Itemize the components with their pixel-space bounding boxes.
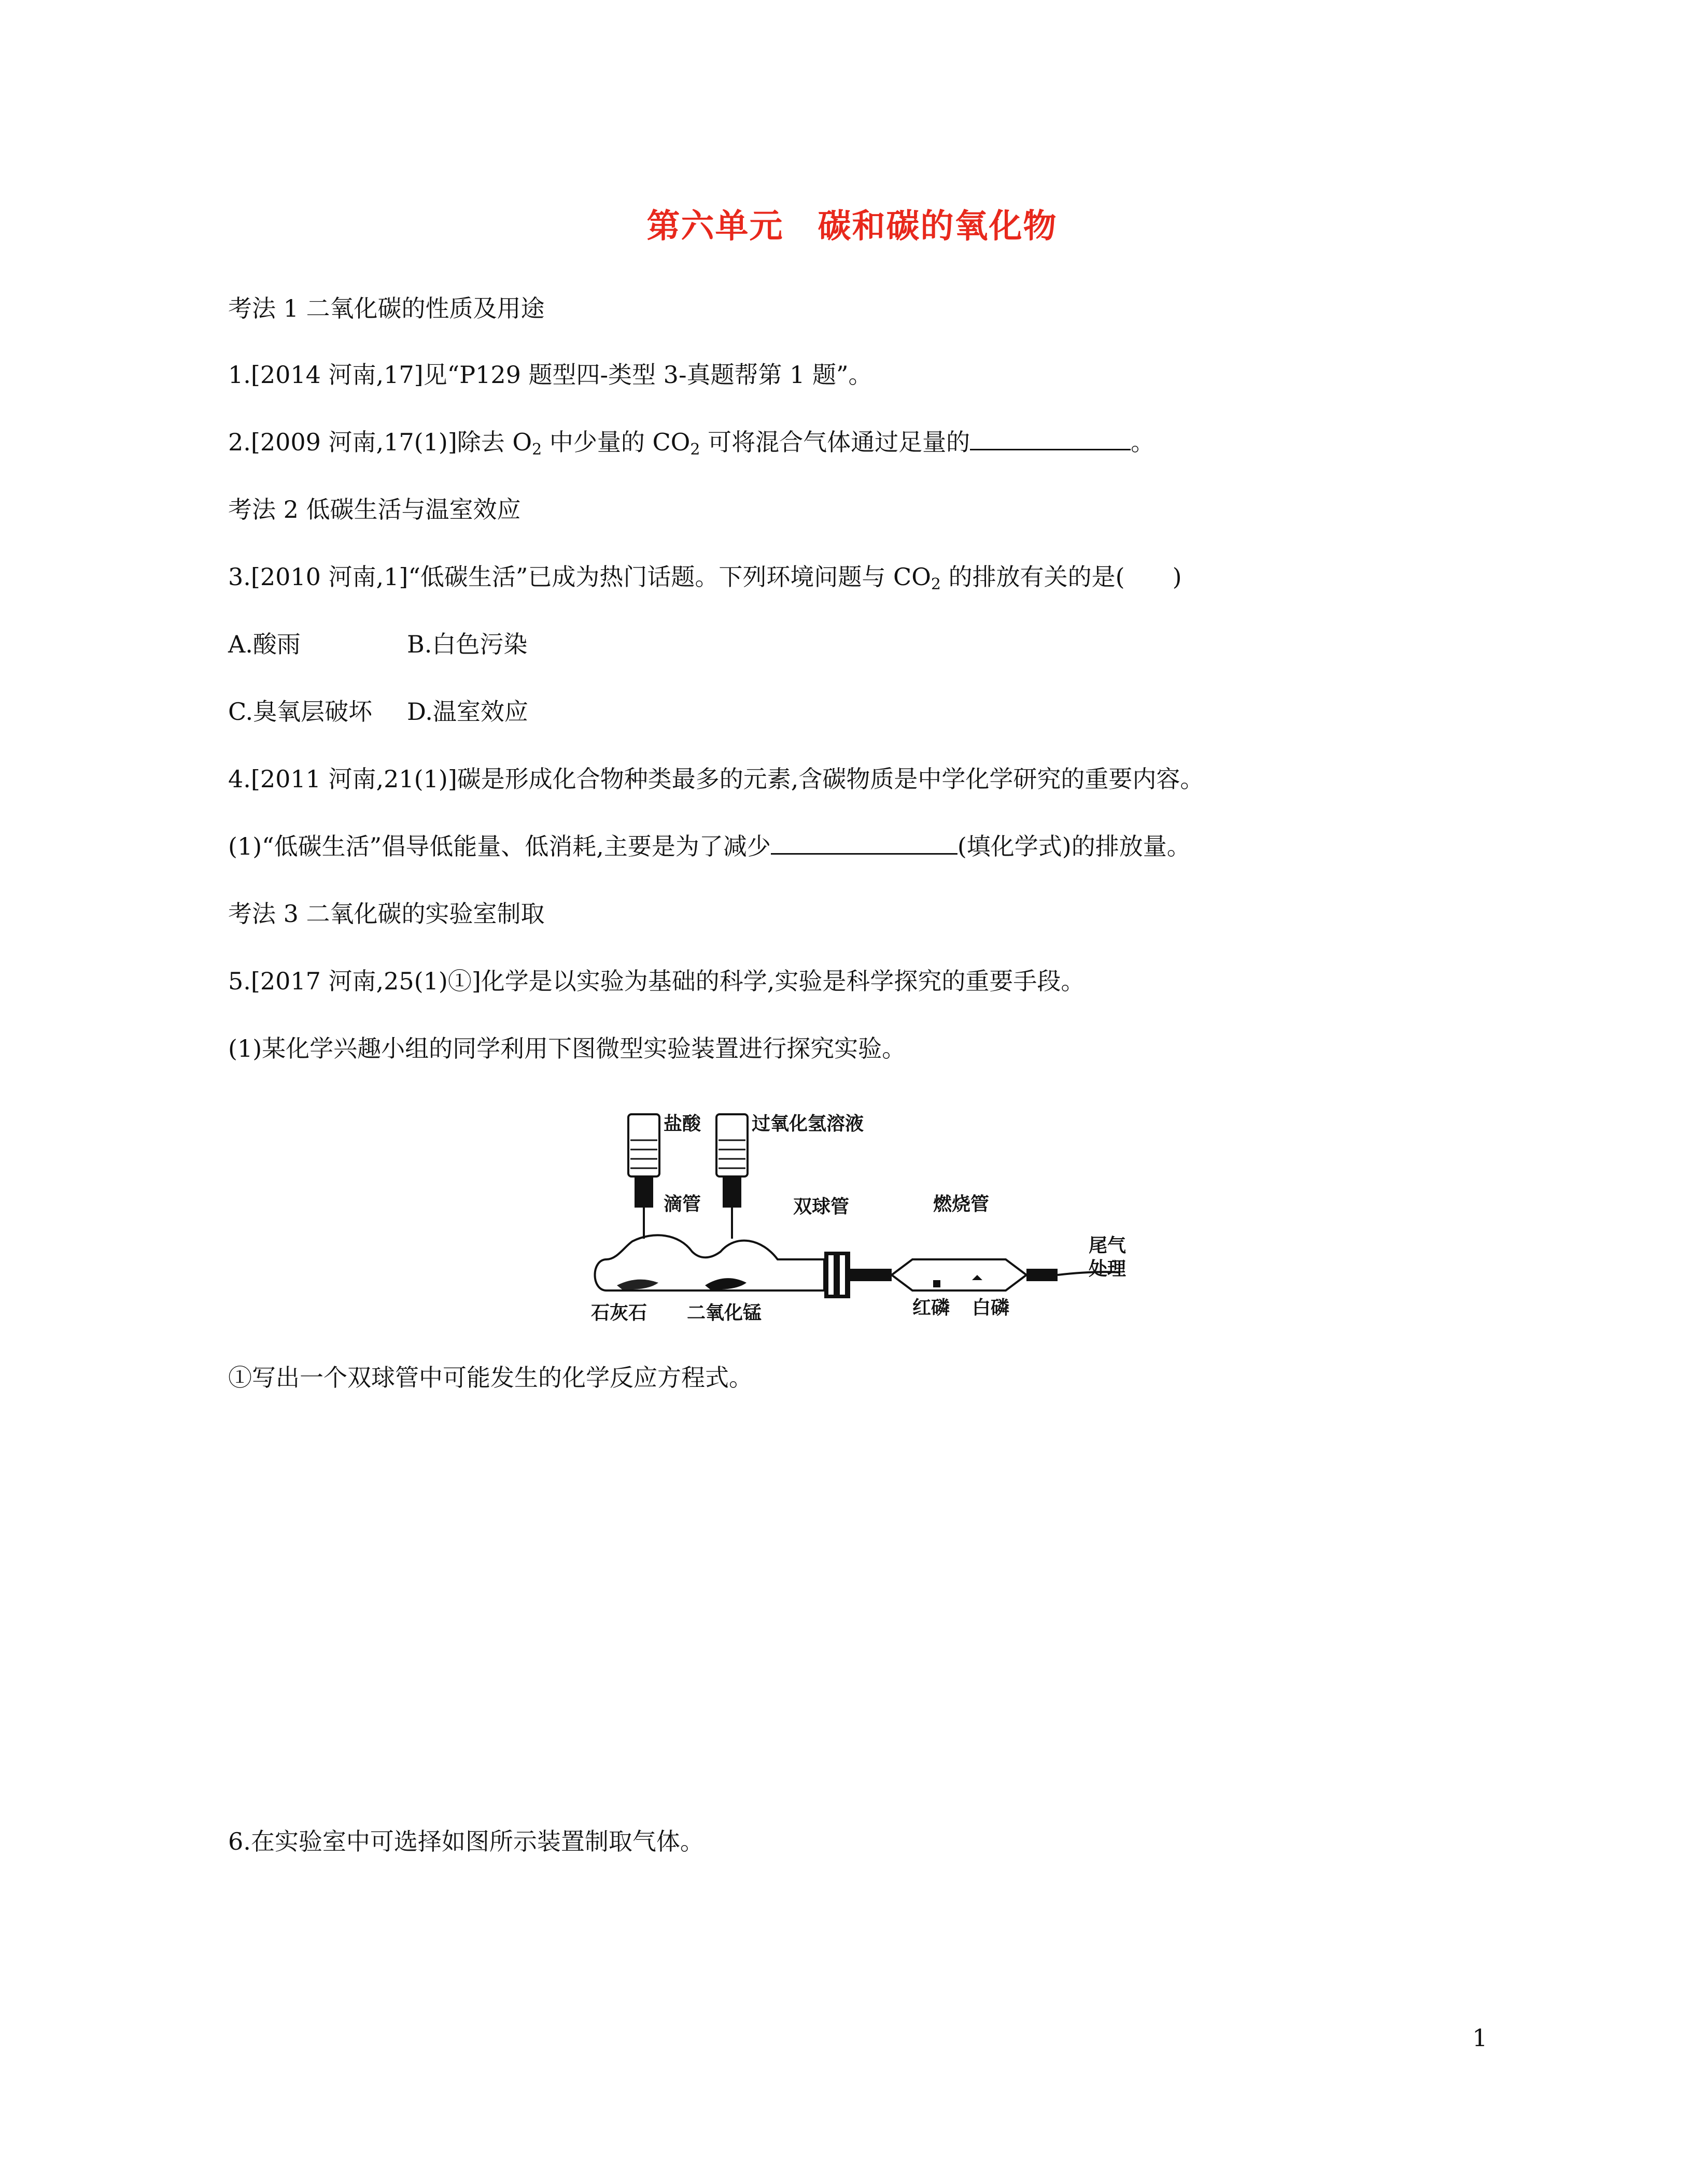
label-dropper: 滴管 <box>664 1194 701 1215</box>
question-5-stem: 5.[2017 河南,25(1)①]化学是以实验为基础的科学,实验是科学探究的重要手段。 <box>228 967 1085 995</box>
question-1: 1.[2014 河南,17]见“P129 题型四-类型 3-真题帮第 1 题”。 <box>228 361 872 389</box>
rubber-stopper <box>824 1252 850 1298</box>
question-2: 2.[2009 河南,17(1)]除去 $O_2$ 中少量的 $CO_2$ 可将混合气体通过足量的 。 <box>228 428 1155 459</box>
label-hcl: 盐酸 <box>664 1113 701 1134</box>
page-number: 1 <box>1472 2024 1488 2052</box>
label-tail-1: 尾气 <box>1089 1235 1126 1256</box>
label-mno2: 二氧化锰 <box>687 1302 762 1324</box>
question-5-subpart-1: ①写出一个双球管中可能发生的化学反应方程式。 <box>228 1364 753 1392</box>
question-3-options-row-1 <box>228 629 528 660</box>
red-phosphorus <box>933 1280 940 1287</box>
option-c: C.臭氧层破坏 <box>228 698 373 726</box>
option-d: D.温室效应 <box>407 698 528 726</box>
label-white-p: 白磷 <box>972 1297 1010 1318</box>
page-title: 第六单元 碳和碳的氧化物 <box>646 207 1058 246</box>
question-4-part-1: (1)“低碳生活”倡导低能量、低消耗,主要是为了减少 (填化学式)的排放量。 <box>228 832 1191 860</box>
question-5-part-1: (1)某化学兴趣小组的同学利用下图微型实验装置进行探究实验。 <box>228 1034 906 1062</box>
question-6: 6.在实验室中可选择如图所示装置制取气体。 <box>228 1827 704 1855</box>
label-limestone: 石灰石 <box>591 1302 647 1324</box>
section-heading-1: 考法 1 二氧化碳的性质及用途 <box>228 294 545 322</box>
option-b: B.白色污染 <box>407 630 528 658</box>
white-phosphorus <box>972 1275 982 1280</box>
label-red-p: 红磷 <box>912 1297 950 1318</box>
dropper-hcl <box>628 1114 659 1239</box>
answer-blank[interactable] <box>771 832 957 855</box>
label-tail-2: 处理 <box>1089 1258 1126 1280</box>
question-3-options-row-2 <box>228 696 528 727</box>
limestone-deposit <box>617 1280 658 1290</box>
section-heading-3: 考法 3 二氧化碳的实验室制取 <box>228 900 545 928</box>
option-a: A.酸雨 <box>228 630 301 658</box>
question-3: 3.[2010 河南,1]“低碳生活”已成为热门话题。下列环境问题与 $CO_2$ 的排放有关的是( ) <box>228 563 1182 593</box>
question-4-stem: 4.[2011 河南,21(1)]碳是形成化合物种类最多的元素,含碳物质是中学化学研究的重要内容。 <box>228 765 1204 793</box>
apparatus-diagram <box>581 1104 1151 1327</box>
label-h2o2: 过氧化氢溶液 <box>752 1113 864 1134</box>
answer-blank[interactable] <box>970 428 1131 450</box>
label-double-bulb: 双球管 <box>793 1196 850 1217</box>
dropper-h2o2 <box>716 1114 748 1239</box>
combustion-tube <box>892 1259 1026 1290</box>
section-heading-2: 考法 2 低碳生活与温室效应 <box>228 495 521 523</box>
label-burn-tube: 燃烧管 <box>933 1194 990 1215</box>
mno2-deposit <box>705 1278 747 1289</box>
